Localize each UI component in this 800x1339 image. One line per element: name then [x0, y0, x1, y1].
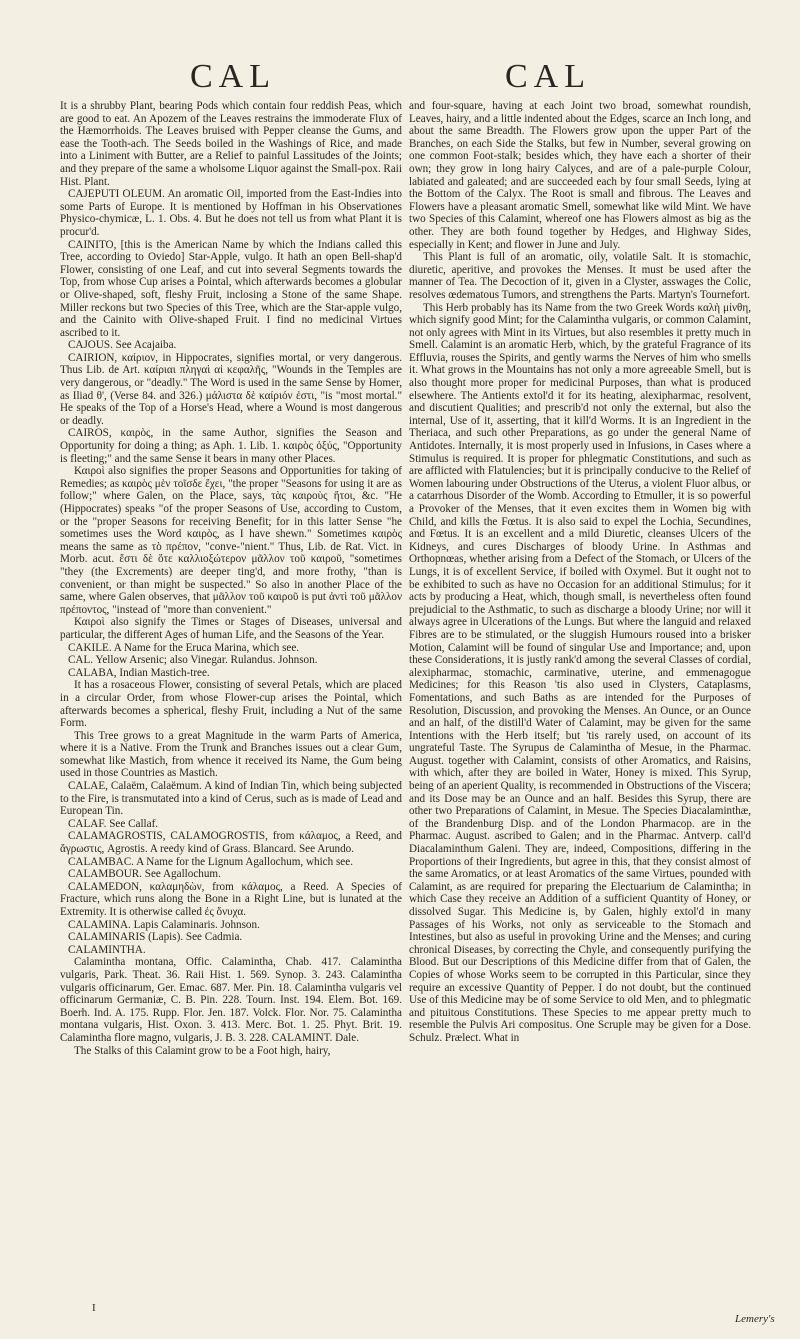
- entry-calambac: CALAMBAC. A Name for the Lignum Agallochum, which see.: [68, 855, 353, 868]
- entry-calamintha: CALAMINTHA.: [68, 943, 146, 956]
- entry-calamina: CALAMINA. Lapis Calaminaris. Johnson.: [68, 918, 260, 931]
- catchword: Lemery's: [735, 1313, 775, 1325]
- running-head-left: CAL: [190, 58, 276, 95]
- entry-cainito: CAINITO, [this is the American Name by which the Indians called this Tree, according to Oviedo] Star-Apple, vulgo. It hath an open Bell-shap'd Flower, consisting of one Leaf, and cut into several Segments towards the Top, from whose Cup arises a Pointal, which afterwards becomes a globular or Olive-shaped, soft, fleshy Fruit, inclosing a Stone of the same Shape. Miller reckons but two Species of this Tree, which are the Star-apple vulgo, and the Cainito with Olive-shaped Fruit. I find no medicinal Virtues ascribed to it.: [60, 238, 402, 339]
- paragraph: This Tree grows to a great Magnitude in the warm Parts of America, where it is a Native. From the Trunk and Branches issues out a clear Gum, somewhat like Mastich, from whence it received its Name, the Gum being used in those Countries as Mastich.: [60, 729, 402, 780]
- entry-cairos: CAIROS, καιρὸς, in the same Author, signifies the Season and Opportunity for doing a thing; as Aph. 1. Lib. 1. καιρὸς ὀξύς, "Opportunity is fleeting;" and the same Sense it bears in many other Places.: [60, 427, 402, 465]
- paragraph: Καιροὶ also signifies the proper Seasons and Opportunities for taking of Remedies; as καιρὸς μὲν τοῖσδε ἔχει, "the proper "Seasons for using it are as follow;" where Galen, on the Place, says, τὰς καιροὺς ἤτοι, &c. "He (Hippocrates) speaks "of the proper Seasons of Use, according to Custom, or the "proper Seasons for receiving Benefit; for in this latter Sense "he sometimes uses the Word καιρὸς, as I have shewn." Sometimes καιρὸς means the same as τὸ πρέπον, "conve-"nient." Thus, Lib. de Rat. Vict. in Morb. acut. ἔστι δὲ ὅτε καλλιοξώτερον μᾶλλον τοῦ καιροῦ, "sometimes "they (the Excrements) are deeper ting'd, and more frothy, "than is convenient, or than might be suspected." So also in another Place of the same, where Galen observes, that μᾶλλον τοῦ καιροῦ is put ἀντὶ τοῦ μᾶλλον πρέποντος, "instead of "more than convenient.": [60, 465, 402, 616]
- entry-cal: CAL. Yellow Arsenic; also Vinegar. Rulandus. Johnson.: [68, 654, 318, 667]
- paragraph: It has a rosaceous Flower, consisting of several Petals, which are placed in a circular Order, from whose Flower-cup arises the Pointal, which afterwards becomes a spherical, fleshy Fruit, including a Nut of the same Form.: [60, 679, 402, 730]
- paragraph: and four-square, having at each Joint two broad, somewhat roundish, Leaves, hairy, and a little indented about the Edges, scarce an Inch long, and about the same Breadth. The Flowers grow upon the upper Part of the Branches, on each Side the Stalks, but few in Number, several growing on one common Foot-stalk; besides which, they have each a shorter of their own; they grow in long hairy Calyces, and are of a pale-purple Colour, labiated and galeated; and are succeeded each by four small Seeds, lying at the Bottom of the Calyx. The Root is small and fibrous. The Leaves and Flowers have a pleasant aromatic Smell, somewhat like wild Mint. We have two Species of this Calamint, whereof one has Flowers almost as big as the other. They are both found together by Hedges, and Highway Sides, especially in Kent; and flower in June and July.: [409, 100, 751, 251]
- signature-mark: I: [92, 1302, 96, 1314]
- entry-cajous: CAJOUS. See Acajaiba.: [68, 339, 177, 352]
- running-head-right: CAL: [505, 58, 591, 95]
- entry-calaminaris: CALAMINARIS (Lapis). See Cadmia.: [68, 931, 243, 944]
- synonymy-paragraph: Calamintha montana, Offic. Calamintha, Chab. 417. Calamintha vulgaris, Park. Theat. 36. Raii Hist. 1. 569. Synop. 3. 243. Calamintha vulgaris officinarum, Ger. Emac. 687. Mer. Pin. 18. Calamintha vulgaris vel officinarum Germaniæ, C. B. Pin. 228. Tourn. Inst. 194. Elem. Bot. 169. Boerh. Ind. A. 175. Rupp. Flor. Jen. 187. Volck. Flor. Nor. 75. Calamintha montana vulgaris, Hist. Oxon. 3. 413. Merc. Bot. 1. 25. Phyt. Brit. 19. Calamintha flore magno, vulgaris, J. B. 3. 228. CALAMINT. Dale.: [60, 956, 402, 1044]
- paragraph: This Plant is full of an aromatic, oily, volatile Salt. It is stomachic, diuretic, aperitive, and provokes the Menses. It must be used after the manner of Tea. The Decoction of it, given in a Clyster, asswages the Colic, resolves œdematous Tumors, and strengthens the Parts. Martyn's Tournefort.: [409, 251, 751, 301]
- entry-cakile: CAKILE. A Name for the Eruca Marina, which see.: [68, 641, 300, 654]
- left-column: [60, 100, 402, 1057]
- entry-calambour: CALAMBOUR. See Agallochum.: [68, 868, 221, 881]
- entry-calae: CALAE, Calaëm, Calaëmum. A kind of Indian Tin, which being subjected to the Fire, is transmutated into a kind of Cerus, such as is made of Lead and European Tin.: [60, 780, 402, 818]
- paragraph: It is a shrubby Plant, bearing Pods which contain four reddish Peas, which are good to eat. An Apozem of the Leaves restrains the immoderate Flux of the Hæmorrhoids. The Leaves bruised with Pepper cleanse the Gums, and ease the Tooth-ach. The Seeds boiled in the Washings of Rice, and made into a Liniment with Butter, are a Relief to painful Lassitudes of the Joints; and they prepare of the same a wholsome Liquor against the Small-pox. Raii Hist. Plant.: [60, 100, 402, 188]
- paragraph: Καιροὶ also signify the Times or Stages of Diseases, universal and particular, the different Ages of human Life, and the Seasons of the Year.: [60, 616, 402, 641]
- paragraph: This Herb probably has its Name from the two Greek Words καλὴ μίνθη, which signify good Mint; for the Calamintha vulgaris, or common Calamint, not only agrees with Mint in its Virtues, but also resembles it pretty much in Smell. Calamint is an aromatic Herb, which, by the grateful Fragrance of its Effluvia, rouses the Spirits, and gently warms the Nerves of him who smells it. What grows in the Mountains has not only a more agreeable Smell, but is also thought more proper for medicinal Purposes, than what is produced elsewhere. The Antients extol'd it for its heating, alexipharmac, resolvent, and discutient Qualities; and prescrib'd not only the external, but also the internal, Use of it, asserting, that it kill'd Worms. It is an Ingredient in the Theriaca, and such other Preparations, as go under the general Name of Antidotes. Internally, it is most properly used in Infusions, in Cases where a Stimulus is required. It is proper for phlegmatic Constitutions, and such as are afflicted with Flatulencies; but it is principally conducive to the Relief of Women labouring under Obstructions of the Uterus, a violent Fluor albus, or a catarrhous Disorder of the Womb. According to Etmuller, it is so powerful a Provoker of the Menses, that it even excites them in Women big with Child, and kills the Fœtus. It is also said to expel the Lochia, Secundines, and Fœtus. It is an excellent and a mild Diuretic, cleanses Ulcers of the Kidneys, and cures Discharges of bloody Urine. In Asthmas and Orthopnœas, whether arising from a Defect of the Stomach, or Ulcers of the Lungs, it is of excellent Service, if boiled with Oxymel. But it ought not to be exhibited to such as have no Occasion for an additional Stimulus; for it acts by producing a Heat, which, though small, is nevertheless often found prejudicial to the Asthmatic, to such as discharge a bloody Urine; nor will it always agree in Ulcerations of the Lungs. But where the languid and relaxed Fibres are to be stimulated, or the sluggish Humours roused into a brisker Motion, Calamint will be found of singular Use and Importance; and, upon these Considerations, it is justly rank'd among the several Classes of cordial, alexipharmac, stomachic, carminative, uterine, and emmenagogue Medicines; for this Reason 'tis also used in Clysters, Cataplasms, Fomentations, and such Baths as are intended for the Purposes of Resolution, Discussion, and provoking the Menses. An Ounce, or an Ounce and an half, of the distill'd Water of Calamint, may be given for the same Intentions with the Herb itself; but 'tis rarely used, on account of its ungrateful Taste. The Syrupus de Calamintha of Mesue, in the Pharmac. August. together with Calamint, consists of other Aromatics, and Raisins, with which, after they are boiled in Water, Honey is mixed. This Syrup, being of an aperient Quality, is recommended in Obstructions of the Viscera; and its Dose may be an Ounce and an half. Besides this Syrup, there are other two Preparations of Calamint, in Mesue. The Species Diacalaminthæ, of the Brandenburg Disp. and of the London Pharmacop. are in the Pharmac. August. ascribed to Galen; and in the Pharmac. Antverp. call'd Diacalaminthum Galeni. They are, indeed, Compositions, differing in the Proportions of their Ingredients, but agree in this, that they consist almost of the same Aromatics, or at least Aromatics of the same Virtues, pounded with Calamint, as are required for preparing the Electuarium de Calamintha; in which Case they receive an Addition of a sufficient Quantity of Honey, or dissolved Sugar. This Medicine is, by Galen, highly extol'd in many Passages of his Works, not only as serviceable to the Stomach and Intestines, but also as useful in provoking Urine and the Menses; and curing chronical Diseases, by correcting the Chyle, and consequently purifying the Blood. But our Descriptions of this Medicine differ from that of Galen, the Copies of whose Works seem to be corrupted in this Particular, since they require an excessive Quantity of Pepper. I do not doubt, but the continued Use of this Medicine may be of some Service to old Men, and to phlegmatic and pituitous Constitutions. These Species to me appear pretty much to resemble the Pulvis Ari compositus. One Scruple may be given for a Dose. Schulz. Prælect. What in: [409, 301, 751, 1044]
- entry-cajeputi-oleum: CAJEPUTI OLEUM. An aromatic Oil, imported from the East-Indies into some Parts of Europe. It is mentioned by Hoffman in his Observationes Physico-chymicæ, L. 1. Obs. 4. But he does not tell us from what Plant it is procur'd.: [60, 188, 402, 238]
- right-column: [409, 100, 751, 1045]
- entry-cairion: CAIRION, καίριον, in Hippocrates, signifies mortal, or very dangerous. Thus Lib. de Art. καίριαι πληγαὶ αἱ κεφαλῆς, "Wounds in the Temples are very dangerous, or "deadly." The Word is used in the same Sense by Homer, as Iliad θ', (Verse 84. and 326.) μάλιστα δὲ καίριόν ἐστι, "is "most mortal." He speaks of the Top of a Horse's Head, where a Wound is most dangerous or deadly.: [60, 351, 402, 427]
- entry-calaf: CALAF. See Callaf.: [68, 817, 159, 830]
- paragraph: The Stalks of this Calamint grow to be a Foot high, hairy,: [74, 1044, 331, 1057]
- entry-calamedon: CALAMEDON, καλαμηδὼν, from κάλαμος, a Reed. A Species of Fracture, which runs along the Bone in a Right Line, but is lunated at the Extremity. It is otherwise called ἐς ὄνυχα.: [60, 880, 402, 918]
- entry-calaba: CALABA, Indian Mastich-tree.: [68, 666, 210, 679]
- entry-calamagrostis: CALAMAGROSTIS, CALAMOGROSTIS, from κάλαμος, a Reed, and ἄγρωστις, Agrostis. A reedy kind of Grass. Blancard. See Arundo.: [60, 830, 402, 856]
